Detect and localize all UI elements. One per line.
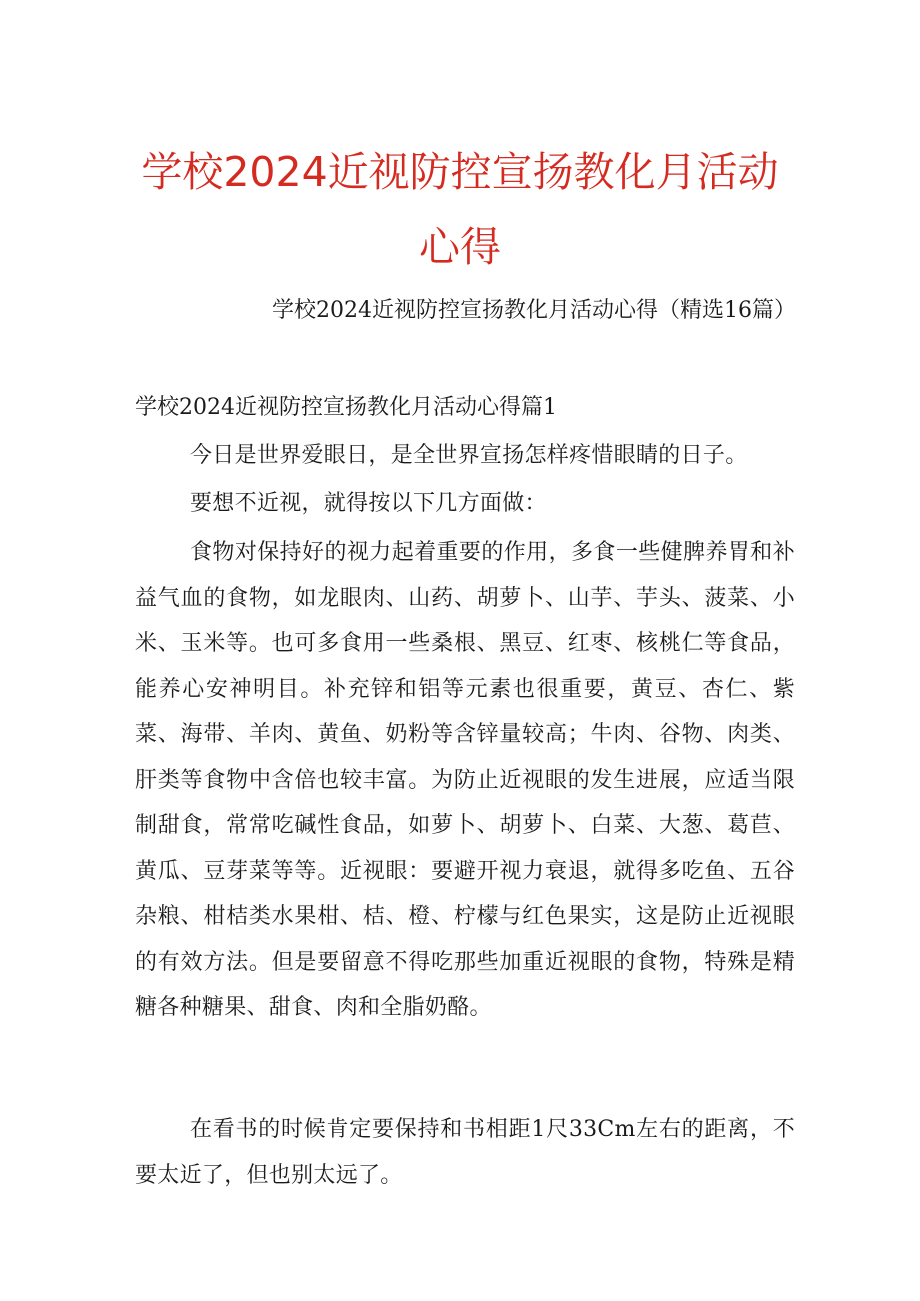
- paragraph-1: 今日是世界爱眼日，是全世界宣扬怎样疼惜眼睛的日子。: [190, 443, 748, 468]
- section-heading: 学校2024近视防控宣扬教化月活动心得篇1: [135, 395, 557, 420]
- document-title-line-2: 心得: [419, 223, 501, 271]
- paragraph-3: 食物对保持好的视力起着重要的作用，多食一些健脾养胃和补益气血的食物，如龙眼肉、山药、胡萝卜、山芋、芋头、菠菜、小米、玉米等。也可多食用一些桑根、黑豆、红枣、核桃仁等食品，能养心安神明目。补充锌和铝等元素也很重要，黄豆、杏仁、紫菜、海带、羊肉、黄鱼、奶粉等含锌量较高；牛肉、谷物、肉类、肝类等食物中含倍也较丰富。为防止近视眼的发生进展，应适当限制甜食，常常吃碱性食品，如萝卜、胡萝卜、白菜、大葱、葛苣、黄瓜、豆芽菜等等。近视眼：要避开视力衰退，就得多吃鱼、五谷杂粮、柑桔类水果柑、桔、橙、柠檬与红色果实，这是防止近视眼的有效方法。但是要留意不得吃那些加重近视眼的食物，特殊是精糖各种糖果、甜食、肉和全脂奶酪。: [135, 540, 795, 1020]
- document-title-line-1: 学校2024近视防控宣扬教化月活动: [141, 148, 779, 196]
- paragraph-2: 要想不近视，就得按以下几方面做：: [190, 491, 547, 516]
- document-subtitle: 学校2024近视防控宣扬教化月活动心得（精选16篇）: [272, 298, 796, 323]
- paragraph-4: 在看书的时候肯定要保持和书相距1尺33Cm左右的距离，不要太近了，但也别太远了。: [135, 1117, 795, 1188]
